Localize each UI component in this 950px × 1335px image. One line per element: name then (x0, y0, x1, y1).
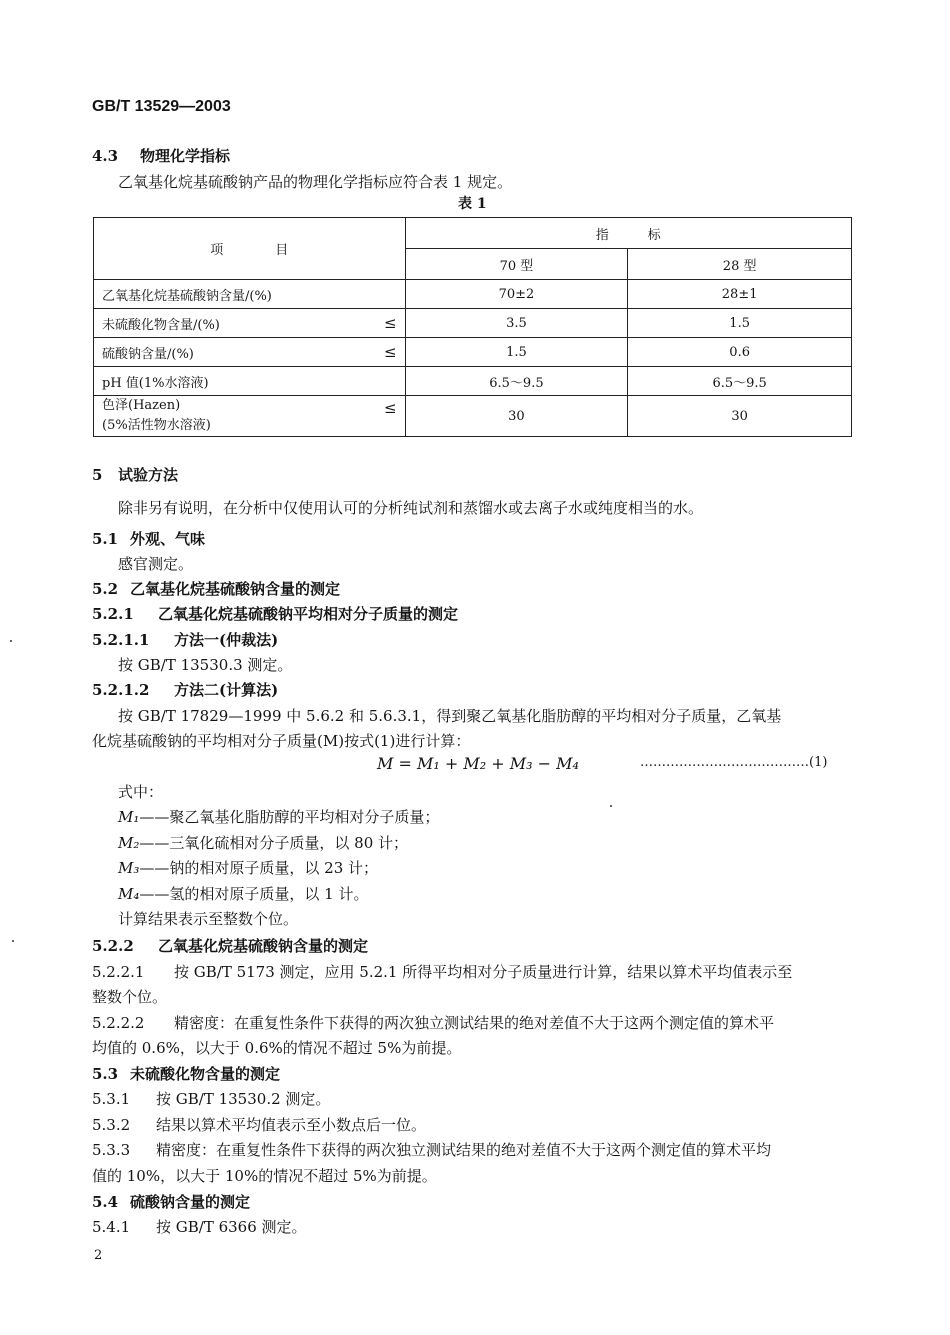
item-label: 未硫酸化物含量/(%) (102, 317, 220, 333)
variable-definition (118, 806, 439, 827)
row-item (94, 396, 406, 437)
paragraph-line: 均值的 0.6%，以大于 0.6%的情况不超过 5%为前提。 (92, 1039, 462, 1057)
section-5-2-1-2-heading (92, 679, 278, 700)
section-4-3-text: 乙氧基化烷基硫酸钠产品的物理化学指标应符合表 1 规定。 (118, 173, 513, 191)
clause-text: 精密度：在重复性条件下获得的两次独立测试结果的绝对差值不大于这两个测定值的算术平均 (156, 1141, 772, 1159)
spec-table (93, 217, 852, 437)
variable-desc: ——钠的相对原子质量，以 23 计； (139, 859, 378, 877)
section-5-2-2-heading (92, 935, 368, 956)
section-5-2-1-heading (92, 603, 458, 624)
section-title: 方法一(仲裁法) (174, 631, 279, 649)
table-row (94, 280, 852, 309)
variable-desc: ——三氧化硫相对分子质量，以 80 计； (139, 834, 408, 852)
clause-text: 精密度：在重复性条件下获得的两次独立测试结果的绝对差值不大于这两个测定值的算术平 (174, 1014, 775, 1032)
value-70: 3.5 (405, 309, 628, 338)
clause-text: 按 GB/T 5173 测定，应用 5.2.1 所得平均相对分子质量进行计算，结果以算术平均值表示至 (174, 963, 793, 981)
clause-text: 按 GB/T 6366 测定。 (156, 1218, 307, 1236)
paragraph-line (92, 1114, 426, 1135)
section-number: 5.2.1 (92, 605, 134, 623)
variable-symbol: M₄ (118, 885, 140, 903)
section-5-1-heading (92, 528, 205, 549)
variable-symbol: M₁ (118, 808, 140, 826)
section-title: 未硫酸化物含量的测定 (130, 1065, 281, 1083)
variable-definition (118, 832, 408, 853)
header-item: 项 目 (94, 218, 406, 280)
section-title: 乙氧基化烷基硫酸钠含量的测定 (130, 580, 341, 598)
value-70: 1.5 (405, 338, 628, 367)
clause-number: 5.4.1 (92, 1218, 131, 1236)
section-5-text: 除非另有说明，在分析中仅使用认可的分析纯试剂和蒸馏水或去离子水或纯度相当的水。 (118, 499, 704, 517)
value-28: 1.5 (628, 309, 852, 338)
item-label: 乙氧基化烷基硫酸钠含量/(%) (102, 288, 272, 304)
section-title: 物理化学指标 (140, 147, 231, 165)
section-5-4-heading (92, 1191, 250, 1212)
variable-definition (118, 883, 368, 904)
section-title: 外观、气味 (130, 530, 206, 548)
paragraph-line: 整数个位。 (92, 988, 168, 1006)
item-label-sub: (5%活性物水溶液) (102, 418, 211, 433)
scan-speck (610, 805, 612, 807)
section-title: 方法二(计算法) (174, 681, 279, 699)
section-4-3-heading (92, 145, 230, 166)
paragraph-line (92, 1012, 774, 1033)
clause-number: 5.3.3 (92, 1141, 131, 1159)
table-row (94, 367, 852, 396)
section-title: 硫酸钠含量的测定 (130, 1193, 251, 1211)
where-label: 式中： (118, 783, 164, 801)
le-sign: ≤ (384, 343, 397, 361)
variable-symbol: M₂ (118, 834, 140, 852)
paragraph-line: 值的 10%，以大于 10%的情况不超过 5%为前提。 (92, 1167, 437, 1185)
formula: M = M₁ + M₂ + M₃ − M₄ (377, 754, 579, 773)
clause-text: 结果以算术平均值表示至小数点后一位。 (156, 1116, 427, 1134)
section-number: 5.3 (92, 1065, 119, 1083)
paragraph-line (92, 961, 792, 982)
page-number: 2 (94, 1248, 103, 1263)
value-70: 6.5～9.5 (405, 367, 628, 396)
section-5-3-heading (92, 1063, 280, 1084)
section-title: 试验方法 (118, 466, 179, 484)
clause-number: 5.2.2.2 (92, 1014, 145, 1032)
clause-number: 5.3.1 (92, 1090, 131, 1108)
variable-symbol: M₃ (118, 859, 140, 877)
table-row (94, 396, 852, 437)
paragraph-line: 按 GB/T 17829—1999 中 5.6.2 和 5.6.3.1，得到聚乙氧基化脂肪醇的平均相对分子质量，乙氧基 (118, 707, 782, 725)
variable-desc: ——氢的相对原子质量，以 1 计。 (139, 885, 369, 903)
table-row (94, 309, 852, 338)
le-sign: ≤ (384, 399, 397, 417)
section-number: 4.3 (92, 147, 119, 165)
clause-text: 按 GB/T 13530.2 测定。 (156, 1090, 331, 1108)
paragraph-line (92, 1139, 771, 1160)
row-item (94, 338, 406, 367)
header-index: 指 标 (405, 218, 851, 249)
paragraph-line (92, 1088, 330, 1109)
item-label: 硫酸钠含量/(%) (102, 346, 194, 362)
table-header-row (94, 218, 852, 249)
section-number: 5 (92, 466, 103, 484)
value-28: 28±1 (628, 280, 852, 309)
section-number: 5.2.1.2 (92, 681, 150, 699)
variable-desc: ——聚乙氧基化脂肪醇的平均相对分子质量； (139, 808, 440, 826)
section-5-2-heading (92, 578, 340, 599)
section-title: 乙氧基化烷基硫酸钠含量的测定 (158, 937, 369, 955)
paragraph-line: 化烷基硫酸钠的平均相对分子质量(M)按式(1)进行计算： (92, 732, 471, 750)
row-item (94, 367, 406, 396)
value-70: 30 (405, 396, 628, 437)
section-title: 乙氧基化烷基硫酸钠平均相对分子质量的测定 (158, 605, 459, 623)
table-row (94, 338, 852, 367)
section-5-2-1-1-heading (92, 629, 278, 650)
header-type-70: 70 型 (405, 249, 628, 280)
section-5-heading (92, 464, 178, 485)
section-5-2-1-1-text: 按 GB/T 13530.3 测定。 (118, 656, 293, 674)
section-number: 5.1 (92, 530, 119, 548)
clause-number: 5.2.2.1 (92, 963, 145, 981)
variable-definition (118, 857, 378, 878)
le-sign: ≤ (384, 314, 397, 332)
scan-speck (12, 940, 14, 942)
item-label: pH 值(1%水溶液) (102, 375, 209, 391)
value-70: 70±2 (405, 280, 628, 309)
row-item (94, 280, 406, 309)
calc-note: 计算结果表示至整数个位。 (118, 910, 299, 928)
section-number: 5.4 (92, 1193, 119, 1211)
paragraph-line (92, 1216, 307, 1237)
table-caption: 表 1 (458, 196, 487, 212)
section-number: 5.2.1.1 (92, 631, 150, 649)
section-number: 5.2.2 (92, 937, 134, 955)
scan-speck (10, 640, 12, 642)
row-item (94, 309, 406, 338)
clause-number: 5.3.2 (92, 1116, 131, 1134)
standard-number: GB/T 13529—2003 (92, 98, 231, 115)
value-28: 6.5～9.5 (628, 367, 852, 396)
section-number: 5.2 (92, 580, 119, 598)
formula-number: …………………………………(1) (640, 755, 828, 770)
section-5-1-text: 感官测定。 (118, 555, 194, 573)
header-type-28: 28 型 (628, 249, 852, 280)
value-28: 0.6 (628, 338, 852, 367)
item-label: 色泽(Hazen) (102, 398, 181, 413)
value-28: 30 (628, 396, 852, 437)
